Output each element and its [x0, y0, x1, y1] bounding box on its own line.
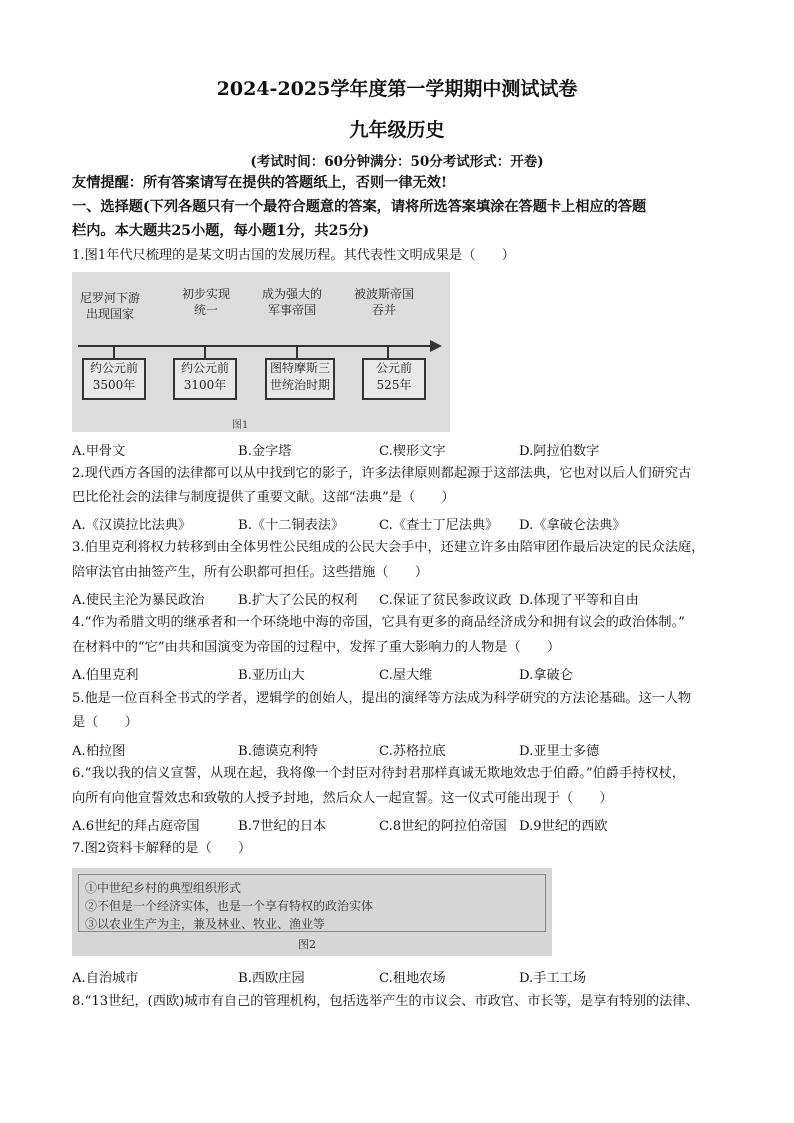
exam-info: (考试时间：60分钟满分：50分考试形式：开卷)	[250, 154, 544, 170]
figure-1-caption: 图1	[232, 420, 249, 431]
section-heading-line2: 栏内。本大题共25小题，每小题1分，共25分)	[72, 223, 370, 239]
q2-option-d[interactable]: D.《拿破仑法典》	[519, 518, 626, 533]
q4-option-d[interactable]: D.拿破仑	[519, 668, 573, 683]
q3-option-a[interactable]: A.使民主沦为暴民政治	[72, 593, 205, 608]
question-8-text: 8.“13世纪，(西欧)城市有自己的管理机构，包括选举产生的市议会、市政官、市长等，是享有特别的法律、	[72, 994, 699, 1009]
q7-option-b[interactable]: B.西欧庄园	[238, 971, 305, 986]
q5-option-a[interactable]: A.柏拉图	[72, 744, 126, 759]
q7-option-c[interactable]: C.租地农场	[379, 971, 446, 986]
q7-option-d[interactable]: D.手工工场	[519, 971, 587, 986]
q5-option-d[interactable]: D.亚里士多德	[519, 744, 600, 759]
q1-option-c[interactable]: C.楔形文字	[379, 444, 446, 459]
question-3-text: 陪审法官由抽签产生，所有公职都可担任。这些措施（ ）	[72, 565, 429, 580]
q2-option-c[interactable]: C.《查士丁尼法典》	[379, 518, 499, 533]
timeline-arrow-icon	[430, 340, 442, 352]
q6-option-b[interactable]: B.7世纪的日本	[238, 819, 327, 834]
timeline-event-label: 尼罗河下游 出现国家	[79, 291, 140, 321]
info-card-row: ①中世纪乡村的典型组织形式	[85, 881, 242, 895]
timeline-date-box: 约公元前 3100年	[173, 358, 237, 400]
notice: 友情提醒：所有答案请写在提供的答题纸上，否则一律无效!	[72, 175, 448, 191]
timeline-axis	[78, 345, 434, 347]
question-4-text: 4.“作为希腊文明的继承者和一个环绕地中海的帝国，它具有更多的商品经济成分和拥有议会的政治体制。”	[72, 615, 685, 630]
timeline-date-box: 公元前 525年	[362, 358, 426, 400]
q2-option-b[interactable]: B.《十二铜表法》	[238, 518, 345, 533]
timeline-date-box: 图特摩斯三 世统治时期	[265, 358, 335, 400]
q7-option-a[interactable]: A.自治城市	[72, 971, 139, 986]
q3-option-c[interactable]: C.保证了贫民参政议政	[379, 593, 512, 608]
figure-2-caption: 图2	[298, 938, 316, 951]
exam-subject: 九年级历史	[349, 119, 445, 141]
question-3-text: 3.伯里克利将权力转移到由全体男性公民组成的公民大会手中，还建立许多由陪审团作最后决定的民众法庭，	[72, 540, 705, 555]
question-7-text: 7.图2资料卡解释的是（ ）	[72, 841, 252, 856]
question-5-text: 是（ ）	[72, 715, 138, 730]
question-2-text: 2.现代西方各国的法律都可以从中找到它的影子，许多法律原则都起源于这部法典，它也对以后人们研究古	[72, 466, 692, 481]
timeline-tick	[296, 346, 298, 358]
question-5-text: 5.他是一位百科全书式的学者，逻辑学的创始人，提出的演绎等方法成为科学研究的方法论基础。这一人物	[72, 691, 692, 706]
question-4-text: 在材料中的“它”由共和国演变为帝国的过程中，发挥了重大影响力的人物是（ ）	[72, 640, 561, 655]
info-card-row: ②不但是一个经济实体，也是一个享有特权的政治实体	[85, 899, 374, 913]
info-card-frame	[78, 874, 546, 932]
q4-option-c[interactable]: C.屋大维	[379, 668, 433, 683]
timeline-event-label: 被波斯帝国 吞并	[353, 287, 414, 317]
q6-option-c[interactable]: C.8世纪的阿拉伯帝国	[379, 819, 507, 834]
q3-option-b[interactable]: B.扩大了公民的权利	[238, 593, 358, 608]
q2-option-a[interactable]: A.《汉谟拉比法典》	[72, 518, 192, 533]
question-6-text: 6.“我以我的信义宣誓，从现在起，我将像一个封臣对待封君那样真诚无欺地效忠于伯爵。”伯爵手持权杖，	[72, 766, 685, 781]
q3-option-d[interactable]: D.体现了平等和自由	[519, 593, 639, 608]
timeline-date-box: 约公元前 3500年	[82, 358, 146, 400]
question-2-text: 巴比伦社会的法律与制度提供了重要文献。这部“法典”是（ ）	[72, 490, 455, 505]
q4-option-b[interactable]: B.亚历山大	[238, 668, 305, 683]
q4-option-a[interactable]: A.伯里克利	[72, 668, 139, 683]
info-card-row: ③以农业生产为主，兼及林业、牧业、渔业等	[85, 917, 326, 931]
q6-option-a[interactable]: A.6世纪的拜占庭帝国	[72, 819, 200, 834]
q5-option-c[interactable]: C.苏格拉底	[379, 744, 446, 759]
q1-option-a[interactable]: A.甲骨文	[72, 444, 126, 459]
q5-option-b[interactable]: B.德谟克利特	[238, 744, 318, 759]
exam-title: 2024-2025学年度第一学期期中测试试卷	[216, 78, 578, 100]
q6-option-d[interactable]: D.9世纪的西欧	[519, 819, 608, 834]
section-heading-line1: 一、选择题(下列各题只有一个最符合题意的答案，请将所选答案填涂在答题卡上相应的答题	[72, 199, 647, 215]
question-6-text: 向所有向他宣誓效忠和致敬的人授予封地，然后众人一起宣誓。这一仪式可能出现于（ ）	[72, 791, 613, 806]
q1-option-b[interactable]: B.金字塔	[238, 444, 292, 459]
figure-2-info-card	[72, 868, 552, 956]
timeline-event-label: 成为强大的 军事帝国	[261, 287, 322, 317]
timeline-tick	[113, 346, 115, 358]
q1-option-d[interactable]: D.阿拉伯数字	[519, 444, 600, 459]
timeline-tick	[204, 346, 206, 358]
figure-1-timeline	[72, 272, 450, 432]
question-1-text: 1.图1年代尺梳理的是某文明古国的发展历程。其代表性文明成果是（ ）	[72, 248, 515, 263]
timeline-event-label: 初步实现 统一	[181, 287, 230, 317]
timeline-tick	[387, 346, 389, 358]
